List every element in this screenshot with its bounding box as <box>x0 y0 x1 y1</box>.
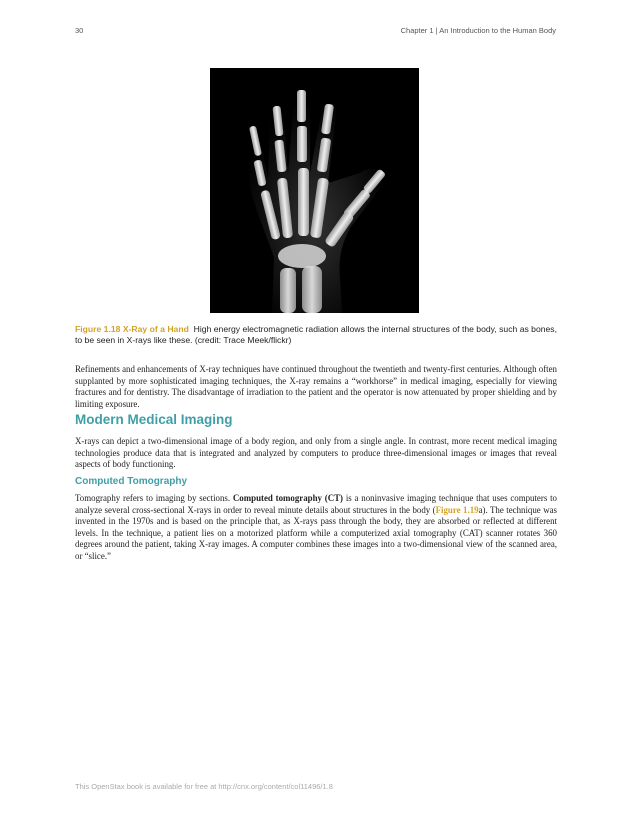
paragraph-computed-tomography <box>75 493 557 562</box>
figure-caption <box>75 324 557 347</box>
ct-text-part2: is a noninvasive imaging technique that uses computers to analyze several cross-sectional X-rays in order to reveal minute details about structures in the body ( <box>75 493 557 515</box>
figure-link[interactable]: Figure 1.19 <box>435 504 479 515</box>
figure-label: Figure 1.18 X-Ray of a Hand <box>75 324 189 334</box>
paragraph-xray-refinements: Refinements and enhancements of X-ray techniques have continued throughout the twentieth and twenty-first centuries. Although often supplanted by more sophisticated imaging techniques, the X-ray remains a “workhorse” in medical imaging, especially for viewing fractures and for dentistry. The disadvantage of irradiation to the patient and the operator is now attenuated by proper shielding and by limiting exposure. <box>75 364 557 409</box>
xray-hand-image <box>210 68 419 313</box>
running-header: Chapter 1 | An Introduction to the Human Body <box>400 26 556 35</box>
subsection-heading: Computed Tomography <box>75 476 188 487</box>
figure-link-suffix: a <box>478 504 483 515</box>
ct-text-part1: Tomography refers to imaging by sections. <box>75 493 233 503</box>
page-number: 30 <box>75 26 84 35</box>
ct-key-term: Computed tomography (CT) <box>232 493 344 503</box>
ct-text-part3: ). The technique was invented in the 1970s and is based on the principle that, as X-rays pass through the body, they are absorbed or reflected at different levels. In the technique, a patient lies on a motorized platform while a computerized axial tomography (CAT) scanner rotates 360 degrees around the patient, taking X-ray images. A computer combines these images into a two-dimensional view of the scanned area, or “slice.” <box>75 504 558 561</box>
page-footer: This OpenStax book is available for free at http://cnx.org/content/col11496/1.8 <box>75 782 333 791</box>
figure-caption-text: High energy electromagnetic radiation allows the internal structures of the body, such as bones, to be seen in X-rays like these. (credit: Trace Meek/flickr) <box>75 324 557 346</box>
section-heading: Modern Medical Imaging <box>75 412 233 427</box>
paragraph-modern-imaging: X-rays can depict a two-dimensional image of a body region, and only from a single angle. In contrast, more recent medical imaging technologies produce data that is integrated and analyzed by computers to produce three-dimensional images or images that reveal aspects of body functioning. <box>75 436 557 469</box>
